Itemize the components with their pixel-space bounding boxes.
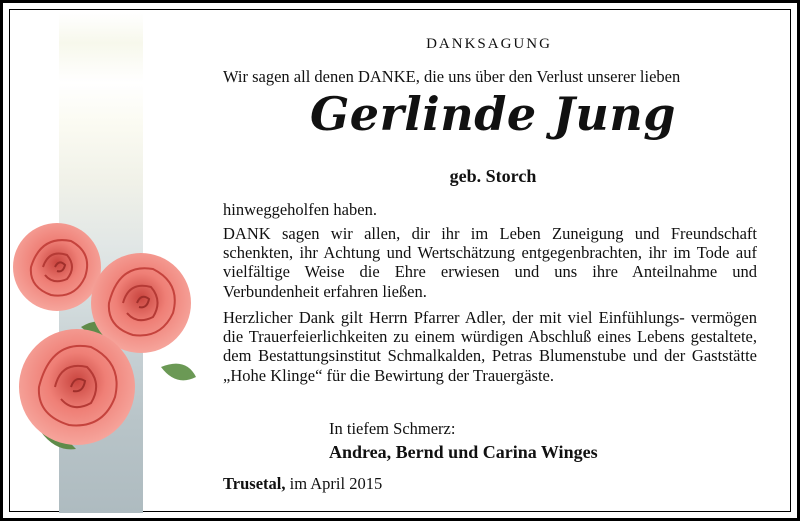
thanks-paragraph: DANK sagen wir allen, dir ihr im Leben Zuneigung und Freundschaft schenkten, ihr Achtung und Wertschätzung entgegenbrachten, ihr im Tode auf vielfältige Weise die Ehre erwiesen und uns ihre Anteilnahme und Verbundenheit erfahren ließen. (223, 224, 757, 301)
place-date (223, 474, 382, 494)
roses-illustration (11, 217, 201, 462)
grief-line: In tiefem Schmerz: (329, 419, 456, 438)
acknowledgement-paragraph: Herzlicher Dank gilt Herrn Pfarrer Adler, der mit viel Einfühlungs- vermögen die Trauerfeierlichkeiten zu einem würdigen Abschluß eines Lebens gestaltete, dem Bestattungsinstitut Schmalkalden, Petras Blumenstube und der Gaststätte „Hohe Klinge“ für die Bewirtung der Trauergäste. (223, 308, 757, 385)
family-signature: Andrea, Bernd und Carina Winges (329, 442, 598, 462)
rose-icon (13, 223, 101, 311)
date: im April 2015 (289, 474, 383, 493)
leaf-icon (161, 364, 196, 381)
birth-name: geb. Storch (449, 166, 537, 186)
rose-icon (19, 329, 135, 445)
intro-text: Wir sagen all denen DANKE, die uns über den Verlust unserer lieben (223, 67, 681, 86)
heading: DANKSAGUNG (426, 36, 552, 52)
after-name-text: hinweggeholfen haben. (223, 200, 377, 219)
deceased-name: Gerlinde Jung (310, 87, 676, 141)
place: Trusetal, (223, 474, 286, 493)
